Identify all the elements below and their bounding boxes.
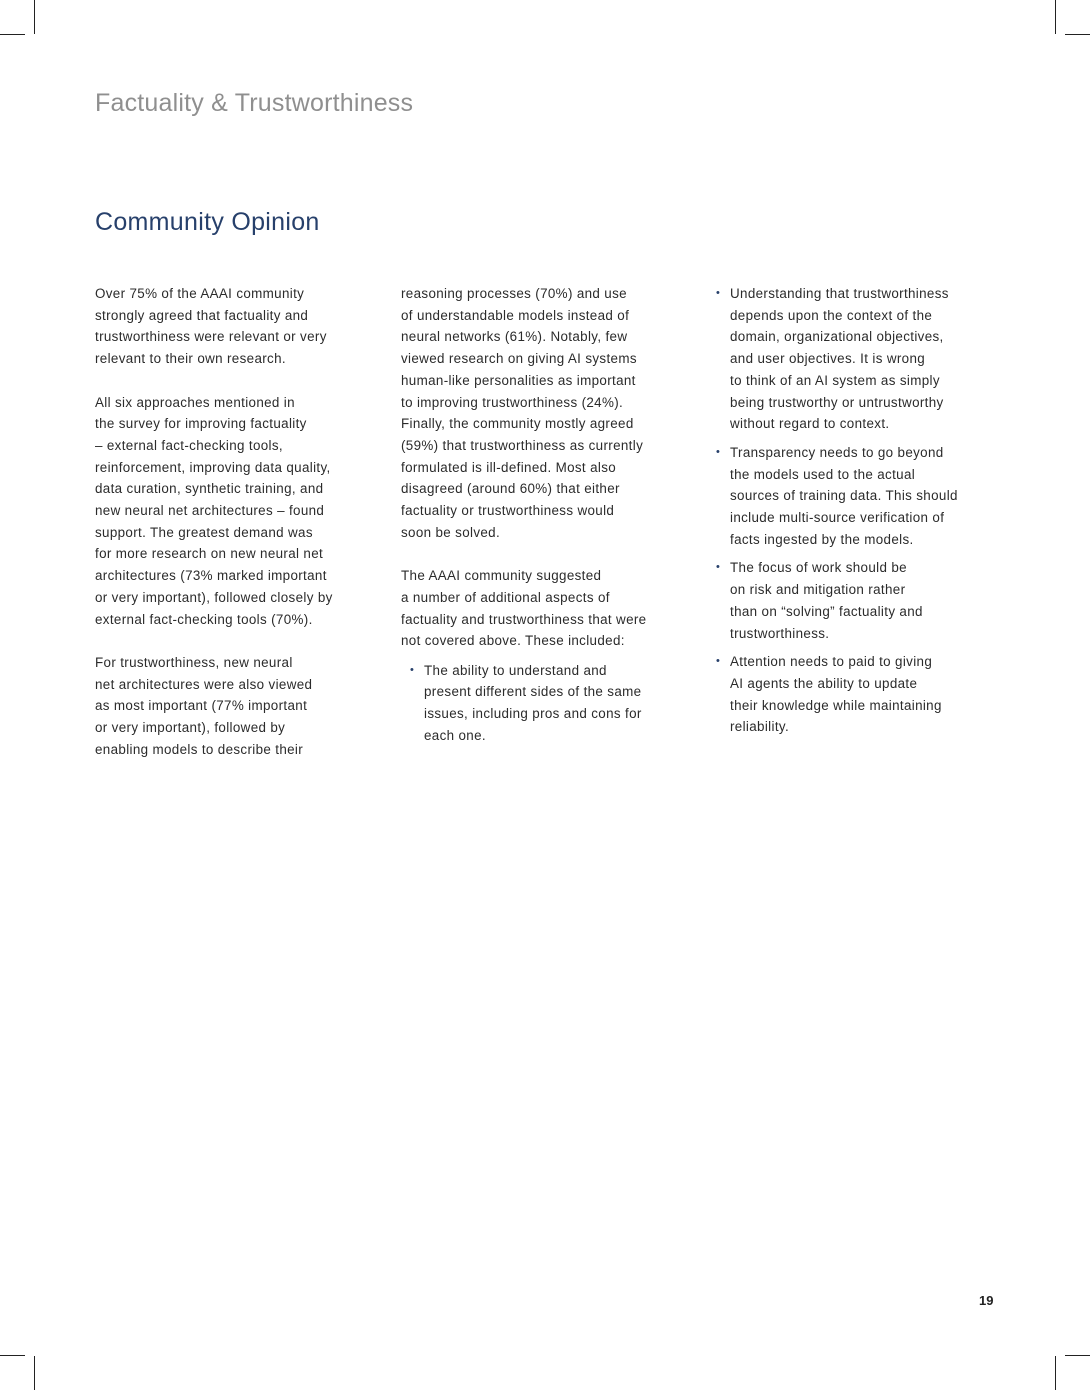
- crop-mark: [1055, 1356, 1056, 1390]
- page-number: 19: [979, 1293, 994, 1308]
- paragraph: reasoning processes (70%) and use of understandable models instead of neural networks (61%). Notably, few viewed research on giving AI systems human-like personalities as important to improving trustworthiness (24%). Finally, the community mostly agreed (59%) that trustworthiness as currently formulated is ill-defined. Most also disagreed (around 60%) that either factuality or trustworthiness would soon be solved.: [401, 286, 644, 540]
- bullet-dot-icon: •: [716, 655, 721, 668]
- paragraph: Over 75% of the AAAI community strongly agreed that factuality and trustworthiness were relevant or very relevant to their own research.: [95, 286, 327, 367]
- crop-mark: [34, 0, 35, 34]
- list-item: [715, 557, 1005, 644]
- crop-mark: [1065, 34, 1090, 35]
- paragraph: The AAAI community suggested a number of additional aspects of factuality and trustworthiness that were not covered above. These included:: [401, 568, 647, 649]
- list-item: [409, 660, 696, 747]
- text-column-3: [715, 283, 1005, 745]
- crop-mark: [1055, 0, 1056, 34]
- section-title: Factuality & Trustworthiness: [95, 89, 414, 117]
- crop-mark: [1065, 1355, 1090, 1356]
- list-item-text: The ability to understand and present different sides of the same issues, including pros and cons for each one.: [424, 662, 642, 743]
- bullet-dot-icon: •: [716, 445, 721, 458]
- crop-mark: [0, 1355, 25, 1356]
- bullet-list: [715, 283, 1005, 738]
- list-item-text: The focus of work should be on risk and mitigation rather than on “solving” factuality and trustworthiness.: [730, 560, 923, 641]
- list-item: [715, 442, 1005, 551]
- text-column-2: [401, 283, 696, 753]
- paragraph: For trustworthiness, new neural net architectures were also viewed as most important (77% important or very important), followed by enabling models to describe their: [95, 654, 313, 757]
- list-item-text: Transparency needs to go beyond the models used to the actual sources of training data. This should include multi-source verification of facts ingested by the models.: [730, 444, 958, 547]
- bullet-dot-icon: •: [716, 287, 721, 299]
- bullet-dot-icon: •: [410, 663, 415, 676]
- crop-mark: [34, 1356, 35, 1390]
- crop-mark: [0, 34, 25, 35]
- paragraph: All six approaches mentioned in the survey for improving factuality – external fact-checking tools, reinforcement, improving data quality, data curation, synthetic training, and new neural net architectures – found support. The greatest demand was for more research on new neural net architectures (73% marked important or very important), followed closely by external fact-checking tools (70%).: [95, 394, 333, 627]
- list-item: [715, 283, 1005, 435]
- list-item-text: Attention needs to paid to giving AI agents the ability to update their knowledge while maintaining reliability.: [730, 654, 942, 735]
- list-item: [715, 651, 1005, 738]
- bullet-dot-icon: •: [716, 561, 721, 574]
- list-item-text: Understanding that trustworthiness depends upon the context of the domain, organizational objectives, and user objectives. It is wrong to think of an AI system as simply being trustworthy or untrustworthy without regard to context.: [730, 286, 949, 432]
- subsection-title: Community Opinion: [95, 208, 320, 236]
- text-column-1: [95, 283, 380, 782]
- bullet-list: [401, 660, 696, 747]
